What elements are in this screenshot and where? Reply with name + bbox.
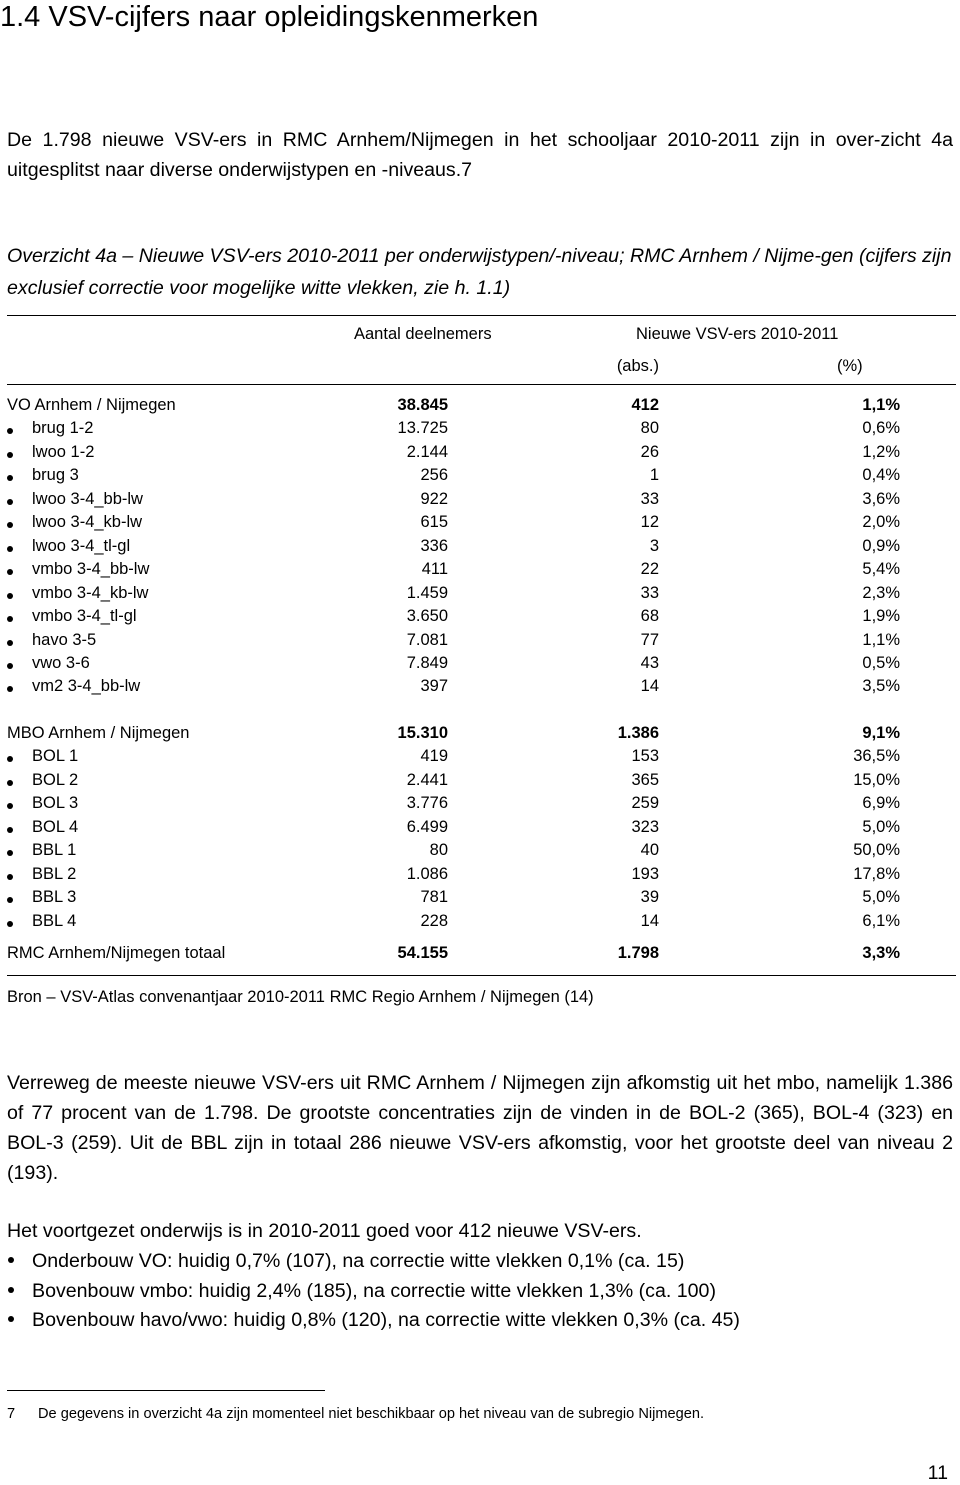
- cell-vsv-pct: 36,5%: [853, 747, 900, 766]
- table-row: [0, 912, 960, 935]
- page-number: 11: [927, 1462, 948, 1484]
- bullet-icon: [7, 663, 13, 669]
- bullet-icon: [7, 522, 13, 528]
- row-label: VO Arnhem / Nijmegen: [7, 396, 176, 414]
- cell-vsv-abs: 14: [640, 911, 659, 930]
- bullet-icon: [7, 593, 13, 599]
- header-pct: (%): [837, 357, 863, 375]
- row-label: BBL 2: [32, 864, 77, 883]
- table-row: [0, 490, 960, 513]
- bullet-icon: [7, 803, 13, 809]
- table-row: [0, 513, 960, 536]
- cell-vsv-abs: 33: [640, 583, 659, 602]
- bullet-icon: [7, 756, 13, 762]
- cell-vsv-abs: 68: [640, 607, 659, 626]
- cell-vsv-pct: 0,9%: [862, 536, 900, 555]
- cell-vsv-pct: 17,8%: [853, 864, 900, 883]
- cell-vsv-abs: 77: [640, 630, 659, 649]
- header-vsv: Nieuwe VSV-ers 2010-2011: [636, 325, 839, 343]
- section-title: 1.4 VSV-cijfers naar opleidingskenmerken: [0, 1, 539, 33]
- table-row: [0, 537, 960, 560]
- row-label: vmbo 3-4_bb-lw: [32, 560, 150, 579]
- cell-vsv-abs: 40: [640, 841, 659, 860]
- cell-vsv-pct: 50,0%: [853, 841, 900, 860]
- table-row: [0, 560, 960, 583]
- cell-deelnemers: 38.845: [397, 396, 448, 414]
- cell-vsv-abs: 3: [649, 536, 659, 555]
- bullet-item: [0, 1246, 960, 1276]
- cell-vsv-pct: 5,0%: [862, 888, 900, 907]
- header-deelnemers: Aantal deelnemers: [354, 325, 492, 343]
- cell-vsv-abs: 22: [640, 560, 659, 579]
- cell-vsv-abs: 259: [631, 794, 659, 813]
- cell-deelnemers: 7.849: [406, 653, 448, 672]
- row-label: BBL 3: [32, 888, 77, 907]
- bullet-icon: [7, 921, 13, 927]
- table-row: [0, 443, 960, 466]
- footnote-number: 7: [7, 1406, 16, 1422]
- bullet-icon: [7, 499, 13, 505]
- header-abs: (abs.): [616, 357, 659, 375]
- intro-paragraph: [7, 125, 953, 185]
- row-label: havo 3-5: [32, 630, 97, 649]
- row-label: BOL 4: [32, 817, 79, 836]
- cell-vsv-pct: 9,1%: [862, 724, 900, 742]
- bullet-icon: [7, 475, 13, 481]
- table-row: [0, 419, 960, 442]
- row-label: BBL 1: [32, 841, 77, 860]
- cell-vsv-pct: 3,5%: [862, 677, 900, 696]
- cell-deelnemers: 419: [420, 747, 448, 766]
- row-label: BBL 4: [32, 911, 77, 930]
- paragraph-mbo: Verreweg de meeste nieuwe VSV-ers uit RMC Arnhem / Nijmegen zijn afkomstig uit het mbo, namelijk 1.386 of 77 procent van de 1.798. De grootste concentraties zijn de vinden in de BOL-2 (365), BOL-4 (323) en BOL-3 (259). Uit de BBL zijn in totaal 286 nieuwe VSV-ers afkomstig, voor het grootste deel van niveau 2 (193).: [7, 1072, 953, 1184]
- cell-vsv-pct: 5,0%: [862, 817, 900, 836]
- row-label: lwoo 1-2: [32, 442, 95, 461]
- bullet-icon: [7, 640, 13, 646]
- bullet-item: [0, 1305, 960, 1335]
- table-row: [0, 841, 960, 864]
- table-group-row: [0, 724, 960, 747]
- footnote-rule: [7, 1390, 325, 1391]
- cell-vsv-abs: 193: [631, 864, 659, 883]
- bullet-icon: [7, 569, 13, 575]
- table-group-row: [0, 396, 960, 419]
- table-group-row: [0, 944, 960, 967]
- table-row: [0, 677, 960, 700]
- bullet-text: Bovenbouw vmbo: huidig 2,4% (185), na correctie witte vlekken 1,3% (ca. 100): [32, 1280, 716, 1302]
- cell-vsv-abs: 80: [640, 419, 659, 438]
- cell-vsv-abs: 1.798: [617, 944, 659, 962]
- cell-deelnemers: 256: [420, 466, 448, 485]
- table-row: [0, 631, 960, 654]
- bullet-icon: [7, 616, 13, 622]
- cell-deelnemers: 3.776: [406, 794, 448, 813]
- table-row: [0, 865, 960, 888]
- cell-vsv-pct: 3,3%: [862, 944, 900, 962]
- table-row: [0, 654, 960, 677]
- table-row: [0, 607, 960, 630]
- cell-deelnemers: 13.725: [397, 419, 448, 438]
- bullet-icon: [7, 827, 13, 833]
- cell-vsv-pct: 1,1%: [862, 630, 900, 649]
- cell-deelnemers: 615: [420, 513, 448, 532]
- cell-deelnemers: 6.499: [406, 817, 448, 836]
- cell-vsv-pct: 2,0%: [862, 513, 900, 532]
- cell-vsv-abs: 365: [631, 770, 659, 789]
- cell-vsv-pct: 0,4%: [862, 466, 900, 485]
- cell-deelnemers: 15.310: [397, 724, 448, 742]
- cell-deelnemers: 922: [420, 489, 448, 508]
- cell-vsv-pct: 5,4%: [862, 560, 900, 579]
- cell-vsv-pct: 6,9%: [862, 794, 900, 813]
- row-label: brug 1-2: [32, 419, 94, 438]
- cell-vsv-pct: 3,6%: [862, 489, 900, 508]
- row-label: vmbo 3-4_tl-gl: [32, 607, 137, 626]
- bullet-icon: [8, 1257, 14, 1263]
- intro-text: De 1.798 nieuwe VSV-ers in RMC Arnhem/Nijmegen in het schooljaar 2010-2011 zijn in over-zicht 4a uitgesplitst naar diverse onderwijstypen en -niveaus.: [7, 129, 953, 181]
- source-note: Bron – VSV-Atlas convenantjaar 2010-2011 RMC Regio Arnhem / Nijmegen (14): [7, 988, 594, 1006]
- cell-vsv-abs: 412: [631, 396, 659, 414]
- table-top-rule: [7, 315, 956, 316]
- bullet-icon: [7, 452, 13, 458]
- cell-deelnemers: 3.650: [406, 607, 448, 626]
- table-row: [0, 818, 960, 841]
- cell-deelnemers: 80: [429, 841, 448, 860]
- bullet-text: Onderbouw VO: huidig 0,7% (107), na correctie witte vlekken 0,1% (ca. 15): [32, 1250, 685, 1272]
- cell-vsv-abs: 43: [640, 653, 659, 672]
- cell-deelnemers: 397: [420, 677, 448, 696]
- cell-vsv-abs: 14: [640, 677, 659, 696]
- paragraph-vo: Het voortgezet onderwijs is in 2010-2011 goed voor 412 nieuwe VSV-ers.: [7, 1220, 642, 1242]
- footnote-ref: 7: [461, 159, 473, 181]
- row-label: BOL 1: [32, 747, 79, 766]
- cell-vsv-abs: 39: [640, 888, 659, 907]
- table-bottom-rule: [7, 975, 956, 976]
- cell-deelnemers: 781: [420, 888, 448, 907]
- bullet-icon: [7, 780, 13, 786]
- cell-vsv-abs: 1.386: [617, 724, 659, 742]
- table-row: [0, 584, 960, 607]
- cell-vsv-pct: 2,3%: [862, 583, 900, 602]
- bullet-icon: [7, 428, 13, 434]
- table-row: [0, 888, 960, 911]
- row-label: BOL 2: [32, 770, 79, 789]
- bullet-item: [0, 1276, 960, 1306]
- bullet-icon: [7, 686, 13, 692]
- cell-deelnemers: 411: [421, 560, 448, 579]
- cell-vsv-abs: 1: [649, 466, 659, 485]
- cell-deelnemers: 2.441: [406, 770, 448, 789]
- bullet-icon: [7, 874, 13, 880]
- bullet-icon: [7, 546, 13, 552]
- cell-deelnemers: 1.459: [406, 583, 448, 602]
- row-label: vmbo 3-4_kb-lw: [32, 583, 149, 602]
- table-header-rule: [7, 384, 956, 385]
- cell-vsv-pct: 1,2%: [862, 442, 900, 461]
- cell-deelnemers: 2.144: [406, 442, 448, 461]
- table-row: [0, 466, 960, 489]
- bullet-icon: [8, 1316, 14, 1322]
- cell-vsv-abs: 33: [640, 489, 659, 508]
- cell-vsv-pct: 6,1%: [862, 911, 900, 930]
- cell-deelnemers: 54.155: [397, 944, 448, 962]
- cell-vsv-pct: 15,0%: [853, 770, 900, 789]
- cell-vsv-abs: 26: [640, 442, 659, 461]
- row-label: MBO Arnhem / Nijmegen: [7, 724, 190, 742]
- cell-vsv-pct: 1,9%: [862, 607, 900, 626]
- table-caption: Overzicht 4a – Nieuwe VSV-ers 2010-2011 per onderwijstypen/-niveau; RMC Arnhem / Nijme-gen (cijfers zijn exclusief correctie voor mogelijke witte vlekken, zie h. 1.1): [7, 245, 952, 299]
- table-row: [0, 747, 960, 770]
- cell-vsv-abs: 153: [631, 747, 659, 766]
- row-label: RMC Arnhem/Nijmegen totaal: [7, 944, 226, 962]
- cell-vsv-pct: 1,1%: [862, 396, 900, 414]
- bullet-icon: [7, 850, 13, 856]
- bullet-text: Bovenbouw havo/vwo: huidig 0,8% (120), na correctie witte vlekken 0,3% (ca. 45): [32, 1309, 740, 1331]
- cell-vsv-abs: 323: [631, 817, 659, 836]
- cell-deelnemers: 7.081: [406, 630, 448, 649]
- table-row: [0, 794, 960, 817]
- row-label: BOL 3: [32, 794, 79, 813]
- bullet-icon: [8, 1287, 14, 1293]
- row-label: lwoo 3-4_tl-gl: [32, 536, 131, 555]
- bullet-icon: [7, 897, 13, 903]
- cell-deelnemers: 1.086: [406, 864, 448, 883]
- row-label: brug 3: [32, 466, 79, 485]
- row-label: lwoo 3-4_kb-lw: [32, 513, 143, 532]
- cell-deelnemers: 336: [420, 536, 448, 555]
- cell-vsv-pct: 0,6%: [862, 419, 900, 438]
- row-label: vwo 3-6: [32, 653, 90, 672]
- cell-vsv-abs: 12: [640, 513, 659, 532]
- cell-vsv-pct: 0,5%: [862, 653, 900, 672]
- row-label: lwoo 3-4_bb-lw: [32, 489, 143, 508]
- footnote-text: De gegevens in overzicht 4a zijn momenteel niet beschikbaar op het niveau van de subregio Nijmegen.: [38, 1406, 705, 1422]
- row-label: vm2 3-4_bb-lw: [32, 677, 141, 696]
- cell-deelnemers: 228: [420, 911, 448, 930]
- table-row: [0, 771, 960, 794]
